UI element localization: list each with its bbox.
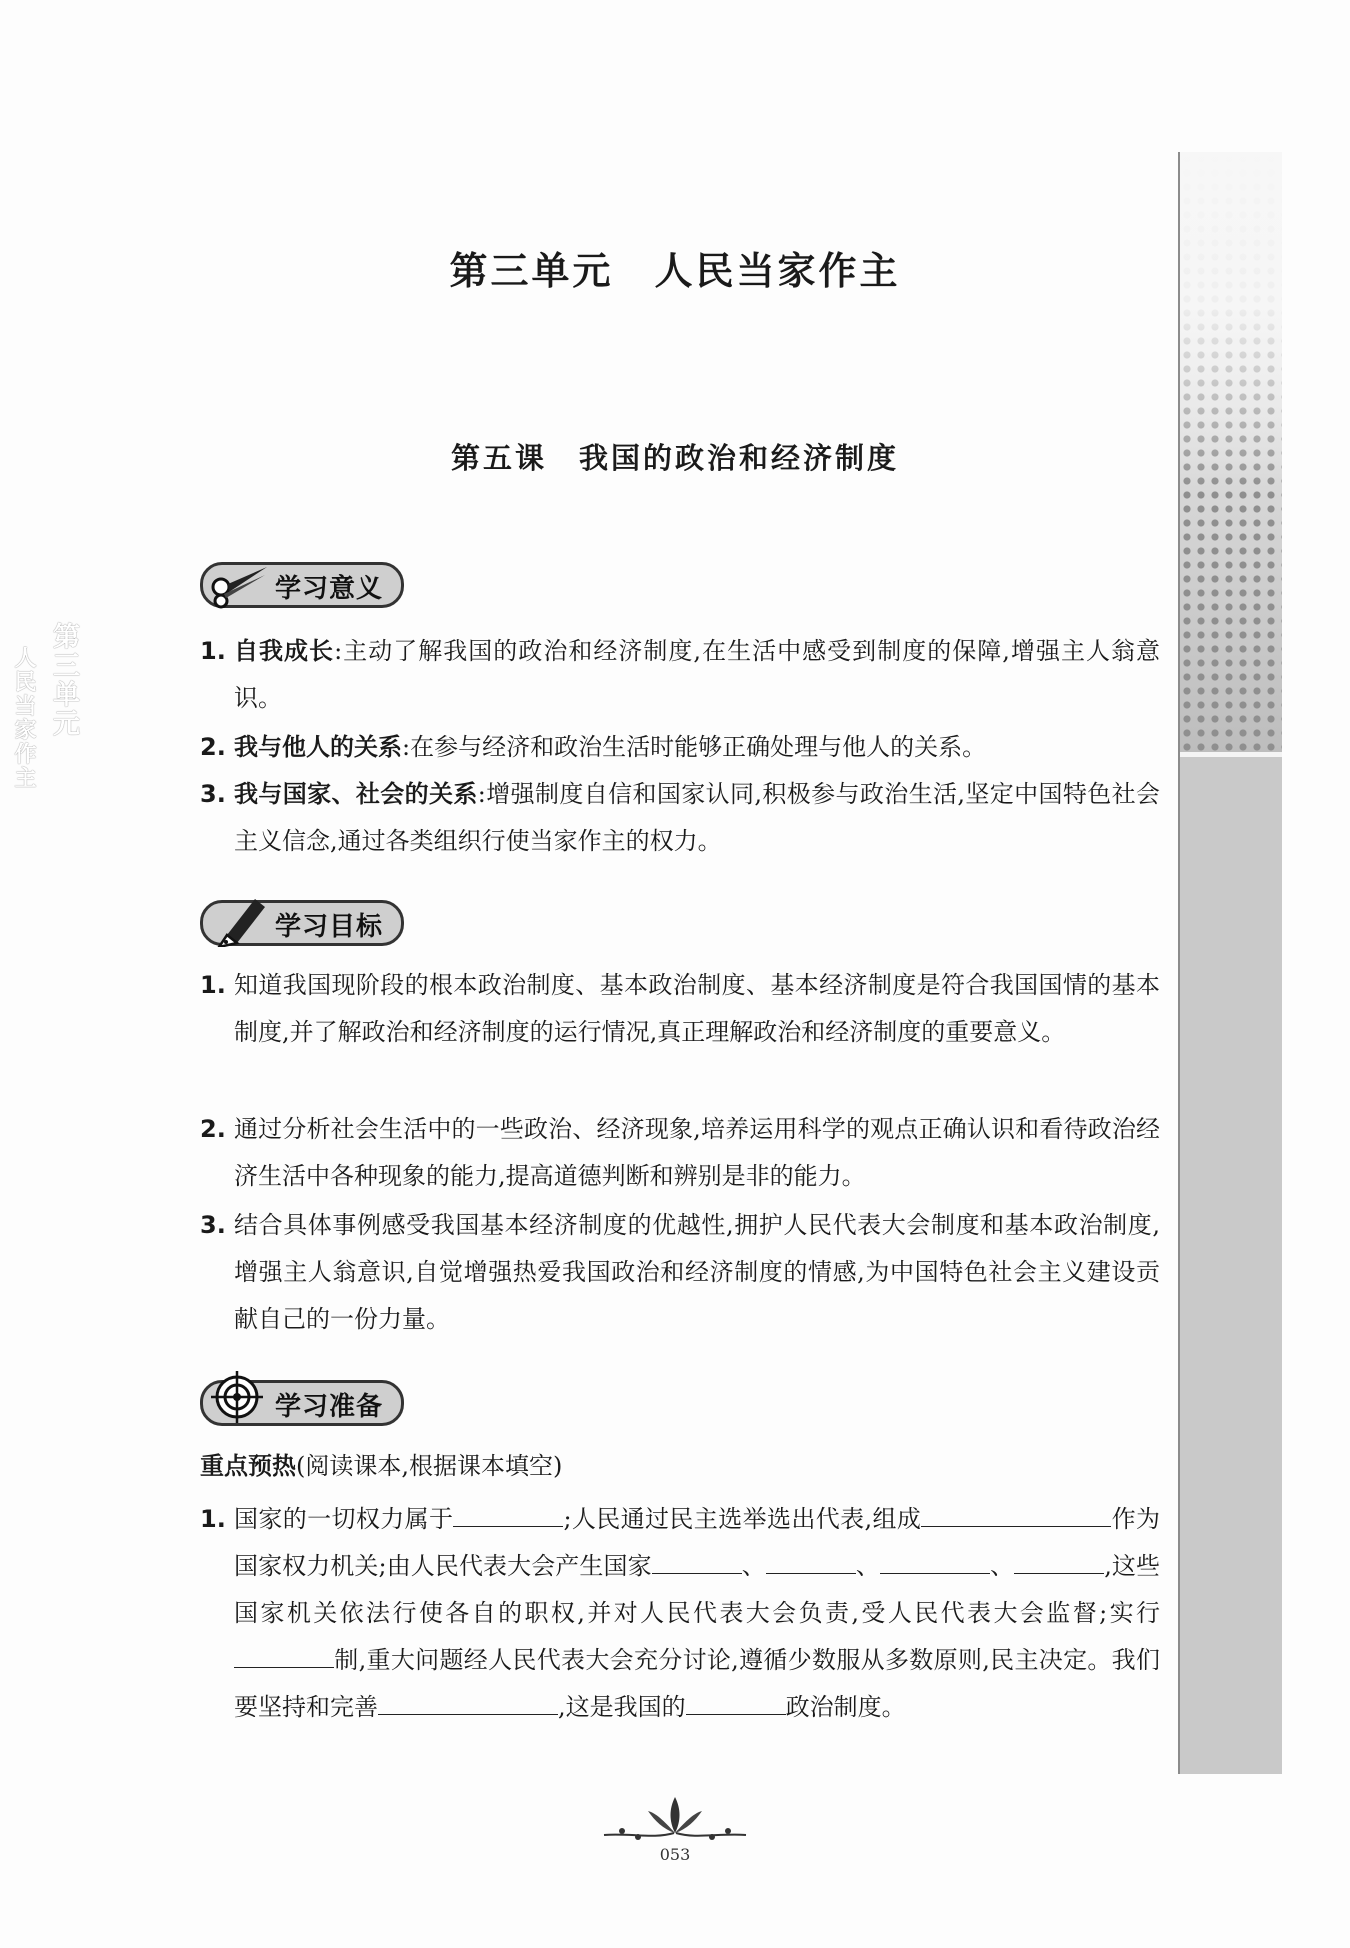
section-label-goals: 学习目标	[275, 912, 384, 942]
goal-item-2: 2. 通过分析社会生活中的一些政治、经济现象,培养运用科学的观点正确认识和看待政治经济生活中各种现象的能力,提高道德判断和辨别是非的能力。	[200, 1115, 1160, 1190]
meaning-item-1: 1. 自我成长:主动了解我国的政治和经济制度,在生活中感受到制度的保障,增强主人翁意识。	[200, 637, 1161, 712]
prep-subheading: 重点预热(阅读课本,根据课本填空)	[200, 1452, 563, 1480]
lesson-title: 第五课 我国的政治和经济制度	[450, 441, 899, 475]
unit-side-tab	[1178, 152, 1282, 1774]
section-label-prep: 学习准备	[275, 1392, 384, 1422]
answer-blank[interactable]	[378, 1684, 558, 1715]
page-number: 053	[659, 1845, 691, 1864]
answer-blank[interactable]	[880, 1543, 990, 1574]
answer-blank[interactable]	[234, 1637, 334, 1668]
section-label-meaning: 学习意义	[275, 574, 384, 604]
side-tab-unit: 第三单元	[48, 622, 79, 738]
meaning-item-3: 3. 我与国家、社会的关系:增强制度自信和国家认同,积极参与政治生活,坚定中国特色社会主义信念,通过各类组织行使当家作主的权力。	[200, 780, 1161, 855]
answer-blank[interactable]	[1014, 1543, 1104, 1574]
answer-blank[interactable]	[686, 1684, 786, 1715]
floral-ornament-icon	[600, 1793, 750, 1843]
answer-blank[interactable]	[766, 1543, 856, 1574]
section-badge-goals	[200, 900, 404, 946]
meaning-item-2: 2. 我与他人的关系:在参与经济和政治生活时能够正确处理与他人的关系。	[200, 733, 987, 761]
answer-blank[interactable]	[652, 1543, 742, 1574]
answer-blank[interactable]	[1061, 1496, 1111, 1527]
section-badge-meaning	[200, 562, 404, 608]
goal-item-1: 1. 知道我国现阶段的根本政治制度、基本政治制度、基本经济制度是符合我国国情的基本制度,并了解政治和经济制度的运行情况,真正理解政治和经济制度的重要意义。	[200, 971, 1160, 1046]
section-badge-prep	[200, 1380, 404, 1426]
scissors-icon	[207, 553, 269, 609]
answer-blank[interactable]	[921, 1496, 1061, 1527]
target-icon	[207, 1371, 269, 1427]
side-tab-theme: 人民当家作主	[11, 646, 36, 790]
answer-blank[interactable]	[453, 1496, 563, 1527]
side-divider	[1180, 752, 1282, 757]
unit-title: 第三单元 人民当家作主	[449, 248, 901, 293]
pen-icon	[207, 891, 269, 947]
fill-in-question-1: 1. 国家的一切权力属于 ;人民通过民主选举选出代表,组成 作为国家权力机关;由人民代表大会产生国家 、 、 、 ,这些国家机关依法行使各自的职权,并对人民代表大会负责,受人民代表大会监督;实行制,重大问题经人民代表大会充分讨论,遵循少数服从多数原则,民主决定。我们要坚持和完善 ,这是我国的 政治制度。	[200, 1496, 1160, 1731]
goal-item-3: 3. 结合具体事例感受我国基本经济制度的优越性,拥护人民代表大会制度和基本政治制度,增强主人翁意识,自觉增强热爱我国政治和经济制度的情感,为中国特色社会主义建设贡献自己的一份力量。	[200, 1211, 1160, 1333]
